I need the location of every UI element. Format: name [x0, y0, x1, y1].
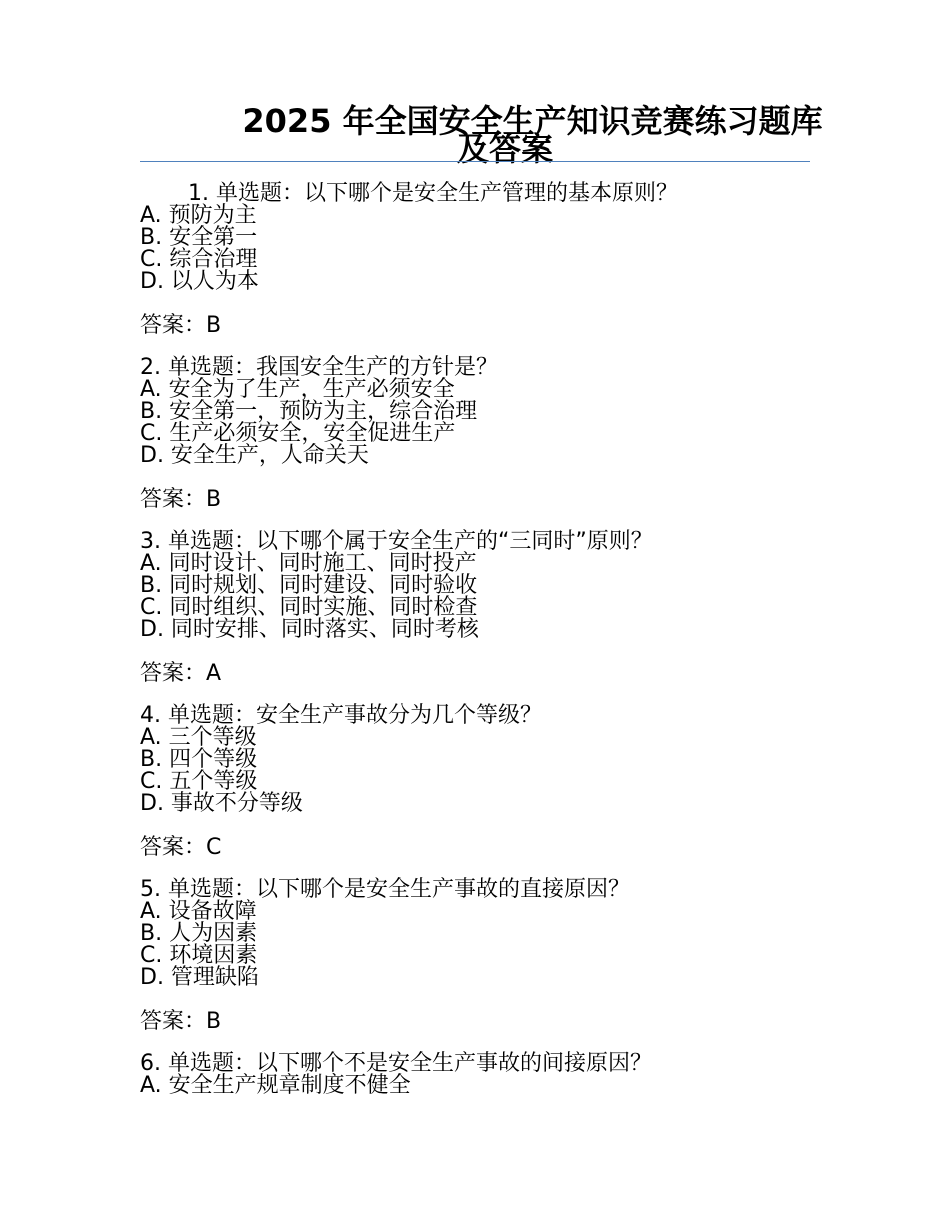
option-b: B. 安全第一，预防为主，综合治理 [140, 399, 478, 424]
question-3 [140, 531, 840, 705]
answer-text: 答案：C [140, 835, 222, 860]
option-b: B. 四个等级 [140, 747, 258, 772]
question-text: 1. 单选题：以下哪个是安全生产管理的基本原则？ [188, 181, 678, 206]
question-text: 3. 单选题：以下哪个属于安全生产的“三同时”原则？ [140, 529, 653, 554]
option-c: C. 综合治理 [140, 247, 258, 272]
option-d: D. 同时安排、同时落实、同时考核 [140, 617, 479, 642]
question-text: 4. 单选题：安全生产事故分为几个等级？ [140, 703, 542, 728]
option-d: D. 安全生产，人命关天 [140, 443, 369, 468]
document-title [140, 102, 870, 168]
option-b: B. 同时规划、同时建设、同时验收 [140, 573, 478, 598]
option-b: B. 安全第一 [140, 225, 258, 250]
answer-text: 答案：B [140, 487, 222, 512]
option-a: A. 设备故障 [140, 899, 257, 924]
question-4 [140, 705, 840, 879]
option-c: C. 同时组织、同时实施、同时检查 [140, 595, 478, 620]
answer-text: 答案：A [140, 661, 222, 686]
question-5 [140, 879, 840, 1053]
title-underline [140, 161, 810, 162]
option-d: D. 事故不分等级 [140, 791, 303, 816]
option-c: C. 生产必须安全，安全促进生产 [140, 421, 456, 446]
question-text: 2. 单选题：我国安全生产的方针是？ [140, 355, 498, 380]
question-6 [140, 1053, 840, 1097]
option-a: A. 安全为了生产，生产必须安全 [140, 377, 455, 402]
question-2 [140, 357, 840, 531]
title-line-2: 及答案 [456, 130, 553, 168]
answer-text: 答案：B [140, 1009, 222, 1034]
option-b: B. 人为因素 [140, 921, 258, 946]
question-1 [140, 183, 840, 357]
option-c: C. 环境因素 [140, 943, 258, 968]
title-line-1: 2025 年全国安全生产知识竞赛练习题库 [242, 102, 823, 140]
question-text: 5. 单选题：以下哪个是安全生产事故的直接原因？ [140, 877, 630, 902]
question-text: 6. 单选题：以下哪个不是安全生产事故的间接原因？ [140, 1051, 652, 1076]
option-a: A. 同时设计、同时施工、同时投产 [140, 551, 477, 576]
answer-text: 答案：B [140, 313, 222, 338]
option-d: D. 管理缺陷 [140, 965, 259, 990]
option-a: A. 安全生产规章制度不健全 [140, 1073, 411, 1098]
option-d: D. 以人为本 [140, 269, 259, 294]
option-a: A. 预防为主 [140, 203, 257, 228]
option-c: C. 五个等级 [140, 769, 258, 794]
question-list [140, 183, 840, 1097]
option-a: A. 三个等级 [140, 725, 257, 750]
